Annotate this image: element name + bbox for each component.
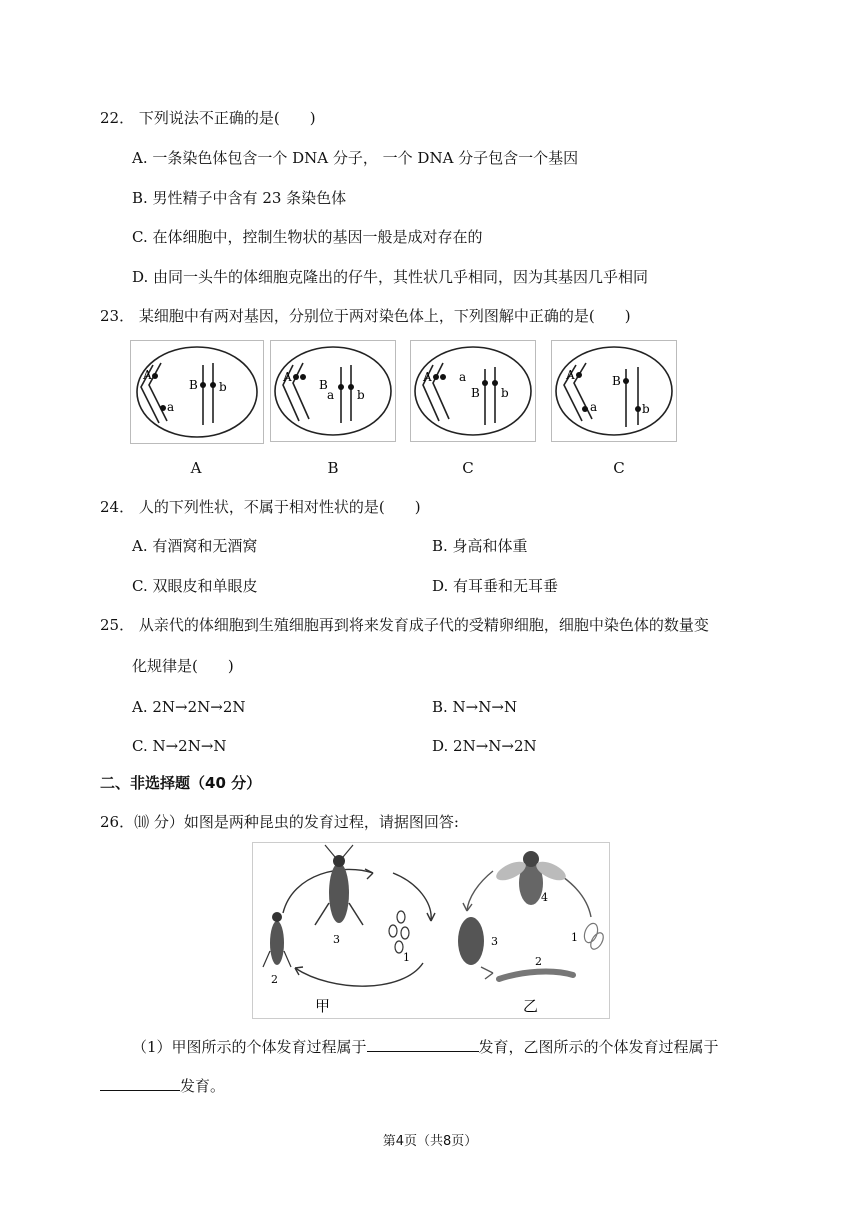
q22-option-a: A. 一条染色体包含一个 DNA 分子， 一个 DNA 分子包含一个基因 <box>132 149 579 167</box>
section-title: 二、非选择题（40 分） <box>100 774 262 792</box>
gene-label: b <box>501 386 509 400</box>
q26-sub1-line1 <box>132 1035 719 1057</box>
cycle-jia <box>263 845 435 1015</box>
q26-sub1-line2 <box>100 1074 225 1096</box>
q25-option-b: B. N→N→N <box>432 698 518 716</box>
cell-figure-c1 <box>410 340 536 442</box>
q24-option-a: A. 有酒窝和无酒窝 <box>132 537 258 555</box>
gene-label: A <box>566 368 575 382</box>
cycle-yi <box>458 851 606 1015</box>
gene-label: b <box>357 388 365 402</box>
q26-stem: 26．⑽ 分）如图是两种昆虫的发育过程，请据图回答: <box>100 813 459 831</box>
stage-number: 3 <box>491 935 498 948</box>
q26-sub1-text-part1: （1）甲图所示的个体发育过程属于 <box>132 1038 367 1056</box>
q22-option-c: C. 在体细胞中，控制生物状的基因一般是成对存在的 <box>132 228 483 246</box>
gene-label: a <box>327 388 335 402</box>
q26-sub1-text-part2: 发育，乙图所示的个体发育过程属于 <box>478 1038 719 1056</box>
stage-number: 4 <box>541 891 548 904</box>
q26-sub1-text-part3: 发育。 <box>180 1077 226 1095</box>
q25-option-c: C. N→2N→N <box>132 737 227 755</box>
stage-number: 2 <box>271 973 278 986</box>
figure-label-c1: C <box>462 459 474 477</box>
q25-option-a: A. 2N→2N→2N <box>132 698 246 716</box>
q22-option-d: D. 由同一头牛的体细胞克隆出的仔牛，其性状几乎相同，因为其基因几乎相同 <box>132 268 649 286</box>
gene-label: A <box>423 370 432 384</box>
answer-blank-2[interactable] <box>100 1074 180 1091</box>
gene-label: a <box>167 400 175 414</box>
figure-label-b: B <box>327 459 339 477</box>
gene-label: B <box>612 374 621 388</box>
q24-option-d: D. 有耳垂和无耳垂 <box>432 577 559 595</box>
gene-label: A <box>143 368 152 382</box>
gene-label: B <box>189 378 198 392</box>
cell-figure-c2 <box>551 340 677 442</box>
q25-option-d: D. 2N→N→2N <box>432 737 537 755</box>
q24-stem: 24． 人的下列性状，不属于相对性状的是( ) <box>100 498 421 516</box>
q24-option-c: C. 双眼皮和单眼皮 <box>132 577 258 595</box>
answer-blank-1[interactable] <box>367 1035 479 1052</box>
cell-figure-b <box>270 340 396 442</box>
cell-figure-a <box>130 340 264 444</box>
stage-number: 1 <box>403 951 410 964</box>
q22-option-b: B. 男性精子中含有 23 条染色体 <box>132 189 347 207</box>
q22-stem: 22． 下列说法不正确的是( ) <box>100 109 316 127</box>
gene-label: B <box>319 378 328 392</box>
gene-label: a <box>459 370 467 384</box>
gene-label: b <box>642 402 650 416</box>
figure-label-yi: 乙 <box>523 997 539 1015</box>
insect-development-figure <box>252 842 610 1019</box>
stage-number: 1 <box>571 931 578 944</box>
gene-label: a <box>590 400 598 414</box>
q25-stem-line2: 化规律是( ) <box>132 657 234 675</box>
q23-stem: 23． 某细胞中有两对基因，分别位于两对染色体上，下列图解中正确的是( ) <box>100 307 631 325</box>
q24-option-b: B. 身高和体重 <box>432 537 528 555</box>
gene-label: b <box>219 380 227 394</box>
figure-label-a: A <box>190 459 202 477</box>
q25-stem-line1: 25． 从亲代的体细胞到生殖细胞再到将来发育成子代的受精卵细胞，细胞中染色体的数量变 <box>100 616 709 634</box>
gene-label: B <box>471 386 480 400</box>
page-footer: 第4页（共8页） <box>382 1134 478 1149</box>
figure-label-c2: C <box>613 459 625 477</box>
gene-label: A <box>283 370 292 384</box>
stage-number: 2 <box>535 955 542 968</box>
stage-number: 3 <box>333 933 340 946</box>
figure-label-jia: 甲 <box>315 997 331 1015</box>
